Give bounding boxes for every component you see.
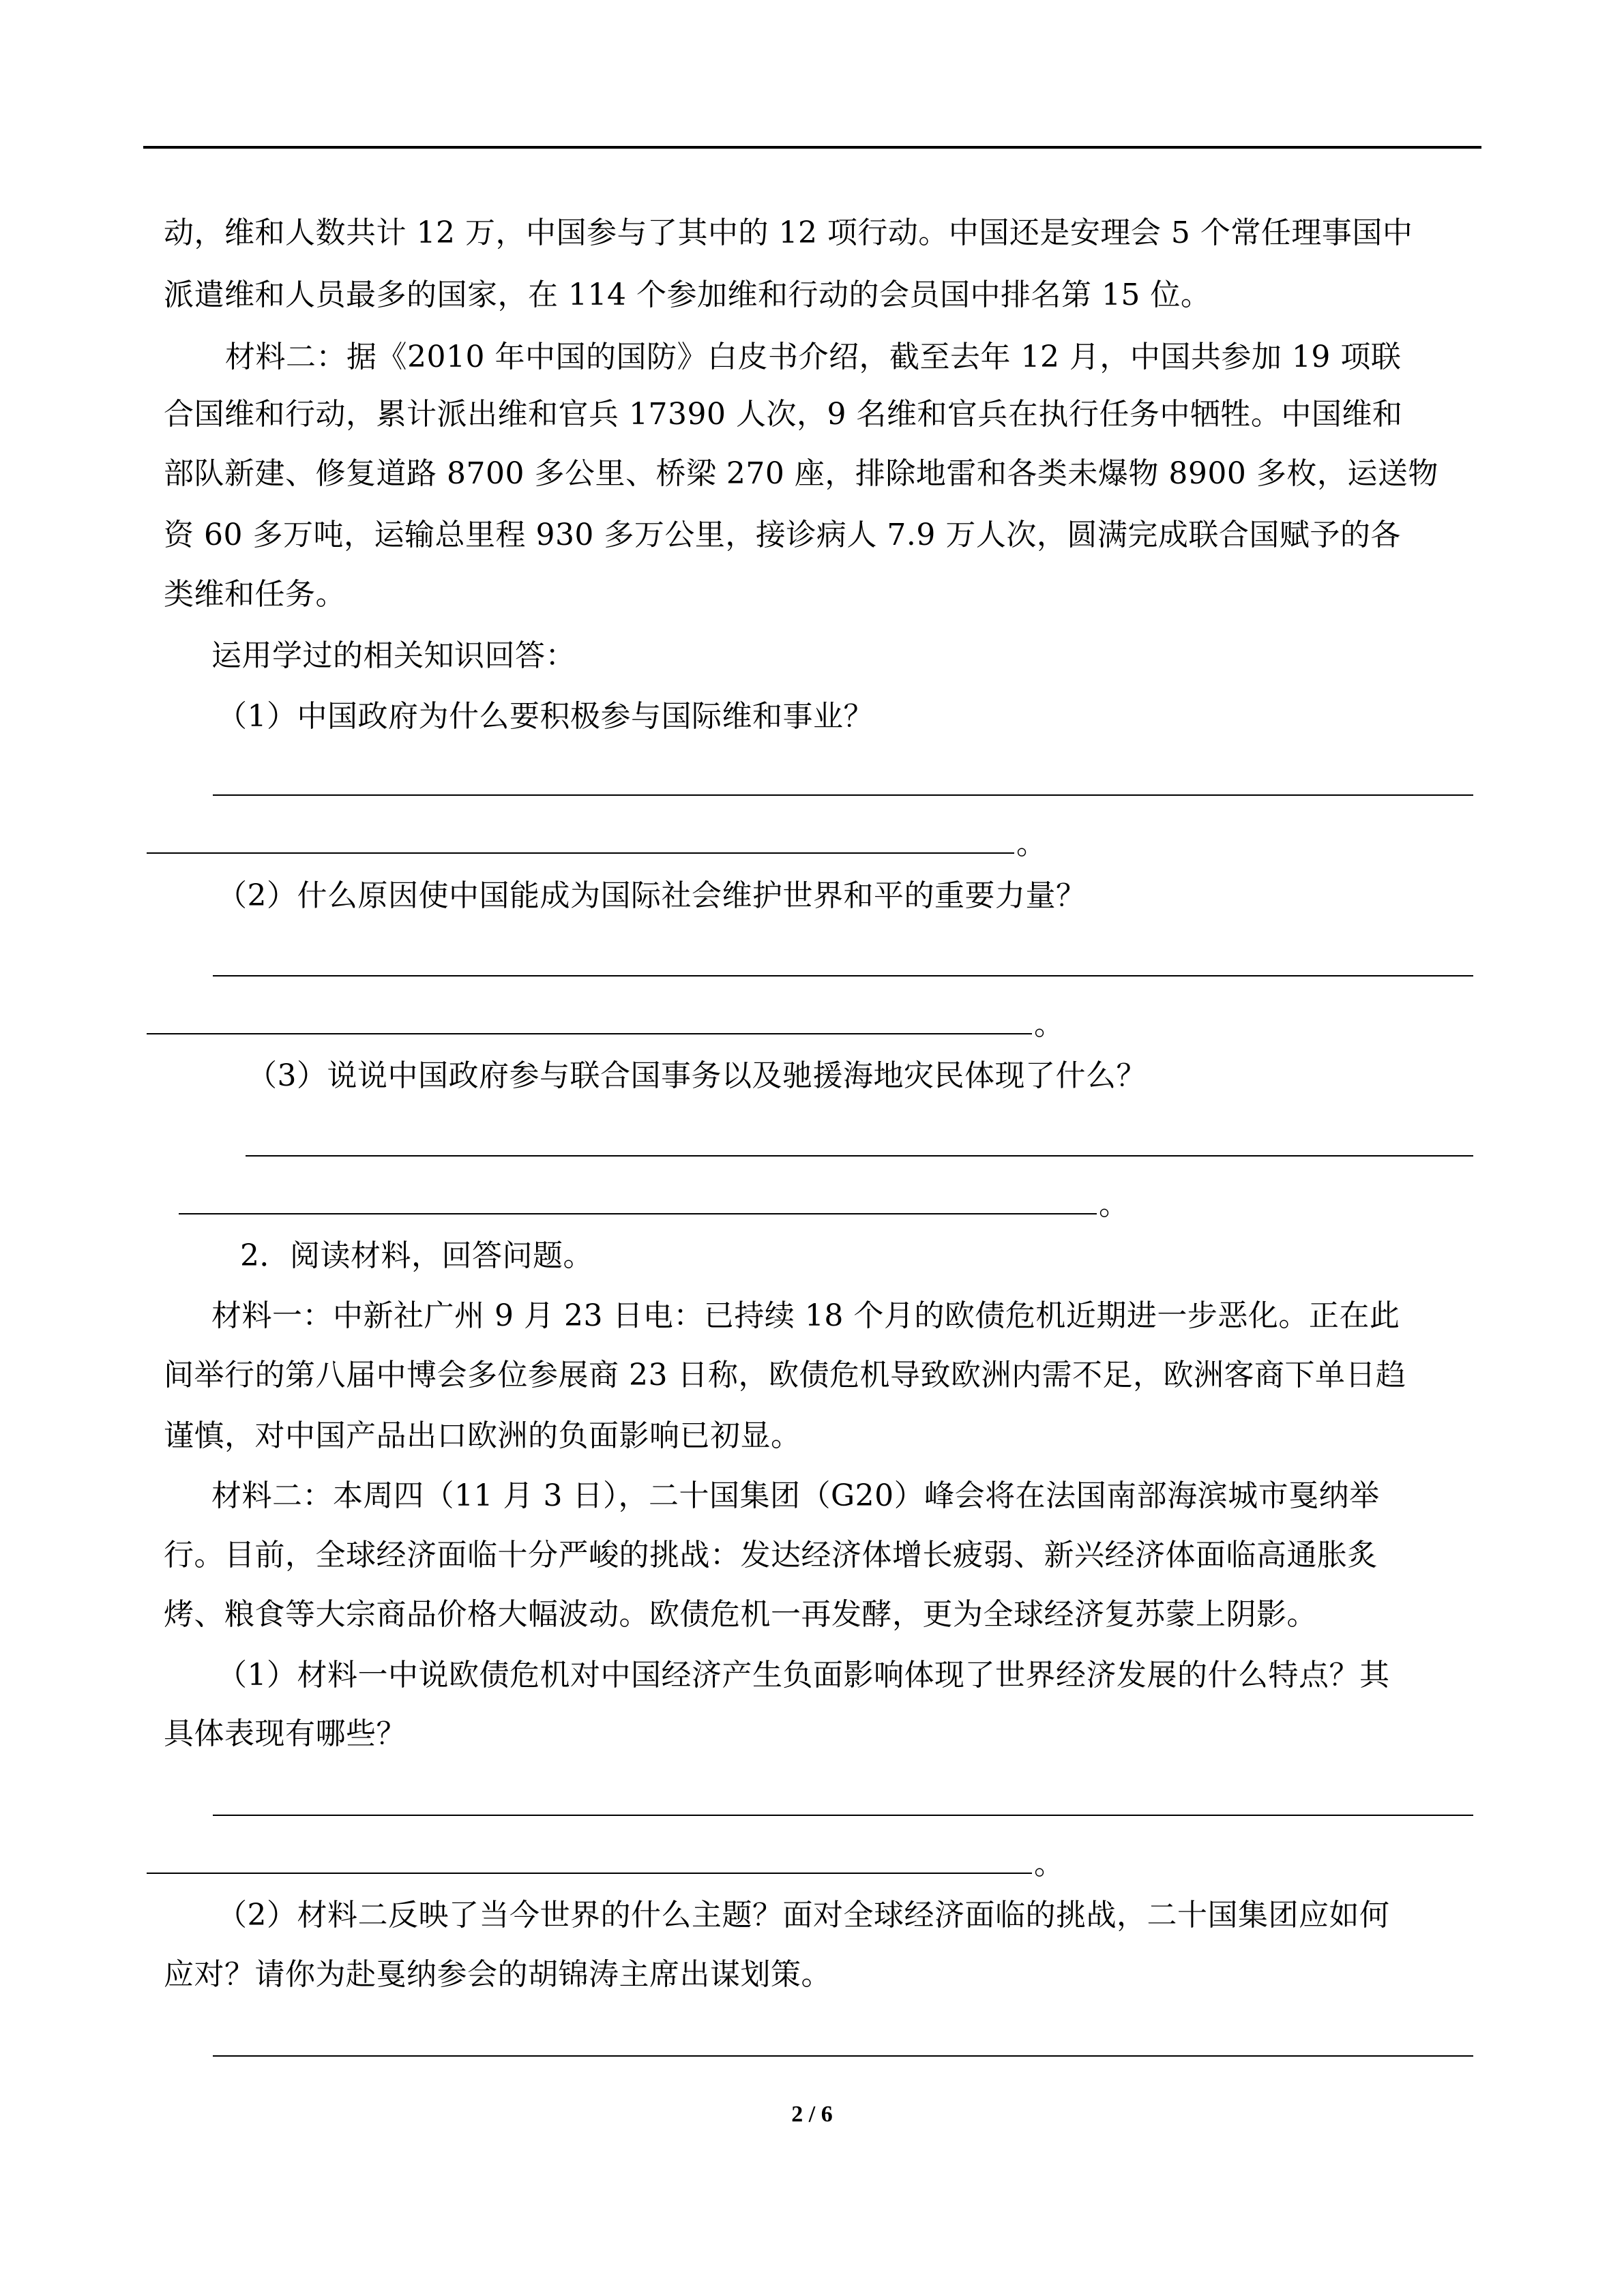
material2-line-1: 材料二：据《2010 年中国的国防》白皮书介绍，截至去年 12 月，中国共参加 19 项联 — [225, 340, 1402, 374]
q1-continuation-line-2: 派遣维和人员最多的国家，在 114 个参加维和行动的会员国中排名第 15 位。 — [164, 278, 1211, 312]
answer-line[interactable] — [179, 1213, 1097, 1214]
end-mark: 。 — [1099, 1187, 1129, 1222]
q2-material2-line-2: 行。目前，全球经济面临十分严峻的挑战：发达经济体增长疲弱、新兴经济体面临高通胀炙 — [164, 1538, 1378, 1572]
q2-material1-line-3: 谨慎，对中国产品出口欧洲的负面影响已初显。 — [164, 1418, 801, 1453]
q2-material2-line-1: 材料二：本周四（11 月 3 日），二十国集团（G20）峰会将在法国南部海滨城市戛纳举 — [211, 1478, 1380, 1513]
answer-line[interactable] — [246, 1155, 1473, 1157]
material2-line-4: 资 60 多万吨，运输总里程 930 多万公里，接诊病人 7.9 万人次，圆满完成联合国赋予的各 — [164, 518, 1401, 552]
answer-line[interactable] — [147, 1873, 1032, 1874]
q2-sub2-line-2: 应对？请你为赴戛纳参会的胡锦涛主席出谋划策。 — [164, 1957, 831, 1992]
q2-material1-line-1: 材料一：中新社广州 9 月 23 日电：已持续 18 个月的欧债危机近期进一步恶化。正在此 — [211, 1298, 1400, 1333]
answer-line[interactable] — [213, 975, 1473, 976]
q2-material2-line-3: 烤、粮食等大宗商品价格大幅波动。欧债危机一再发酵，更为全球经济复苏蒙上阴影。 — [164, 1597, 1317, 1632]
page-number: 2 / 6 — [791, 2102, 833, 2127]
material2-line-5: 类维和任务。 — [164, 577, 346, 612]
answer-instruction: 运用学过的相关知识回答： — [211, 638, 576, 673]
answer-line[interactable] — [147, 1033, 1032, 1034]
q2-sub2-line-1: （2）材料二反映了当今世界的什么主题？面对全球经济面临的挑战，二十国集团应如何 — [217, 1898, 1390, 1933]
q1-sub3-prompt: （3）说说中国政府参与联合国事务以及驰援海地灾民体现了什么？ — [247, 1058, 1147, 1093]
header-rule — [143, 146, 1481, 149]
material2-line-3: 部队新建、修复道路 8700 多公里、桥梁 270 座，排除地雷和各类未爆物 8900 多枚，运送物 — [164, 456, 1438, 491]
q1-sub1-prompt: （1）中国政府为什么要积极参与国际维和事业？ — [217, 699, 874, 734]
answer-line[interactable] — [147, 852, 1014, 854]
end-mark: 。 — [1034, 1847, 1064, 1881]
answer-line[interactable] — [213, 794, 1473, 796]
answer-line[interactable] — [213, 1815, 1473, 1816]
answer-line[interactable] — [213, 2055, 1473, 2057]
q2-sub1-line-1: （1）材料一中说欧债危机对中国经济产生负面影响体现了世界经济发展的什么特点？其 — [217, 1658, 1390, 1693]
q2-material1-line-2: 间举行的第八届中博会多位参展商 23 日称，欧债危机导致欧洲内需不足，欧洲客商下单日趋 — [164, 1358, 1406, 1392]
material2-line-2: 合国维和行动，累计派出维和官兵 17390 人次，9 名维和官兵在执行任务中牺牲。中国维和 — [164, 397, 1403, 432]
q1-continuation-line-1: 动，维和人数共计 12 万，中国参与了其中的 12 项行动。中国还是安理会 5 个常任理事国中 — [164, 215, 1413, 250]
q1-sub2-prompt: （2）什么原因使中国能成为国际社会维护世界和平的重要力量？ — [217, 878, 1087, 913]
end-mark: 。 — [1016, 826, 1046, 861]
end-mark: 。 — [1034, 1007, 1064, 1042]
q2-title: 2．阅读材料，回答问题。 — [240, 1238, 593, 1273]
q2-sub1-line-2: 具体表现有哪些？ — [164, 1716, 407, 1751]
